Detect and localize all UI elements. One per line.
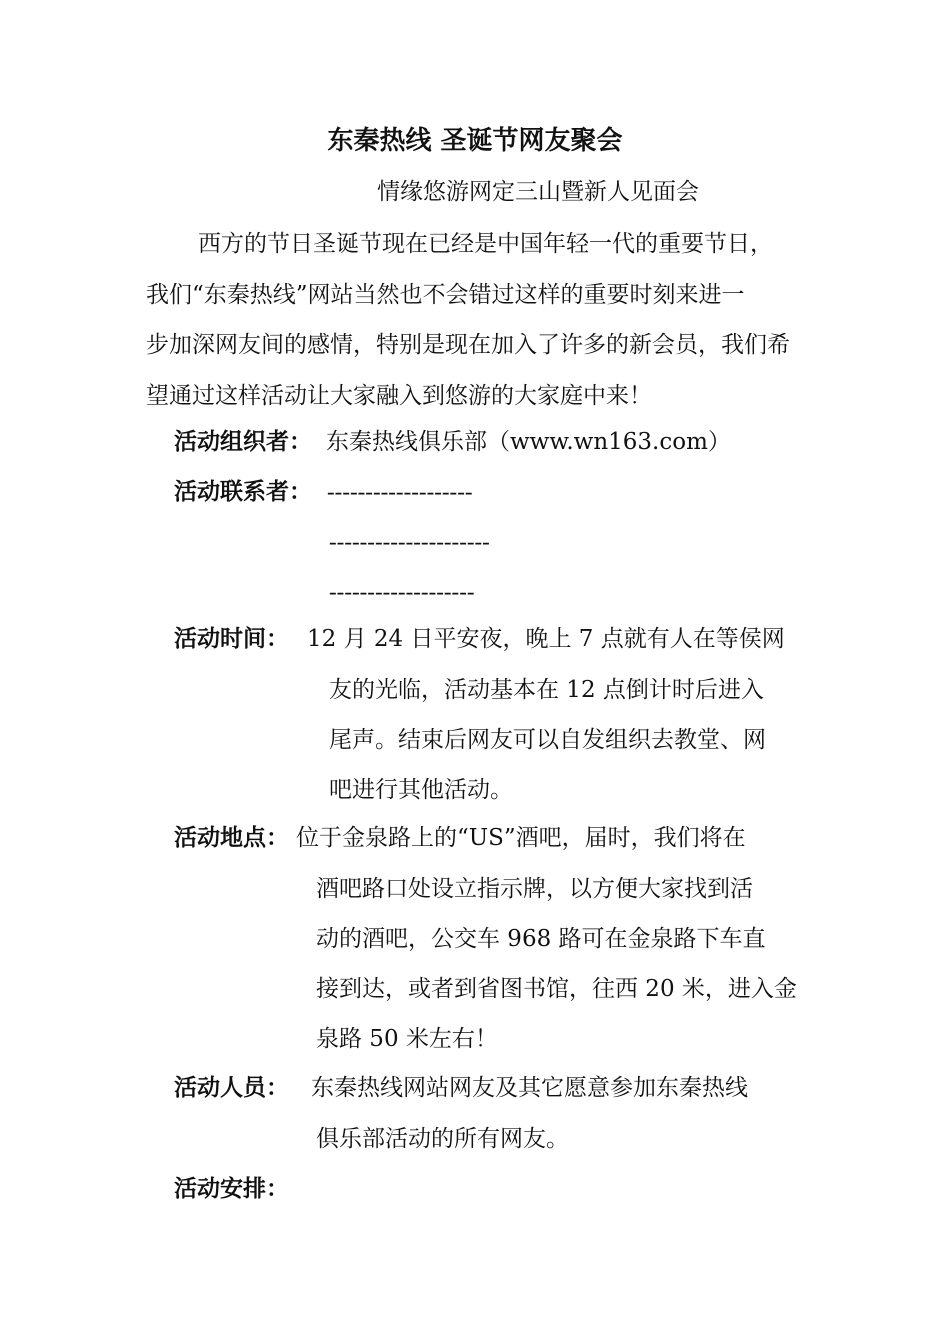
time-label: 活动时间： xyxy=(174,625,289,652)
time-line: 尾声。结束后网友可以自发组织去教堂、网 xyxy=(329,727,766,753)
organizer-value: 东秦热线俱乐部（www.wn163.com） xyxy=(326,429,731,455)
location-line: 酒吧路口处设立指示牌，以方便大家找到活 xyxy=(316,876,753,902)
document-title: 东秦热线 圣诞节网友聚会 xyxy=(327,126,623,156)
time-line: 吧进行其他活动。 xyxy=(329,777,513,803)
intro-line: 我们“东秦热线”网站当然也不会错过这样的重要时刻来进一 xyxy=(146,282,745,308)
participants-label: 活动人员： xyxy=(174,1074,289,1101)
contact-line: ------------------- xyxy=(329,579,475,604)
time-line: 友的光临，活动基本在 12 点倒计时后进入 xyxy=(329,677,764,703)
contact-line: ------------------- xyxy=(327,479,473,504)
location-line: 动的酒吧，公交车 968 路可在金泉路下车直 xyxy=(316,926,766,952)
organizer-label: 活动组织者： xyxy=(174,428,312,455)
participants-line: 俱乐部活动的所有网友。 xyxy=(316,1126,569,1152)
location-line: 泉路 50 米左右！ xyxy=(316,1026,498,1052)
contact-label: 活动联系者： xyxy=(174,478,312,505)
intro-line: 西方的节日圣诞节现在已经是中国年轻一代的重要节日， xyxy=(198,231,773,257)
participants-line: 东秦热线网站网友及其它愿意参加东秦热线 xyxy=(311,1075,748,1101)
contact-line: --------------------- xyxy=(329,529,490,554)
intro-line: 望通过这样活动让大家融入到悠游的大家庭中来！ xyxy=(146,383,652,409)
intro-line: 步加深网友间的感情，特别是现在加入了许多的新会员，我们希 xyxy=(146,332,790,358)
document-subtitle: 情缘悠游网定三山暨新人见面会 xyxy=(377,179,699,205)
location-label: 活动地点： xyxy=(174,824,289,851)
location-line: 位于金泉路上的“US”酒吧，届时，我们将在 xyxy=(296,825,746,851)
time-line: 12 月 24 日平安夜，晚上 7 点就有人在等侯网 xyxy=(307,626,785,652)
schedule-label: 活动安排： xyxy=(174,1175,289,1202)
location-line: 接到达，或者到省图书馆，往西 20 米，进入金 xyxy=(316,976,797,1002)
